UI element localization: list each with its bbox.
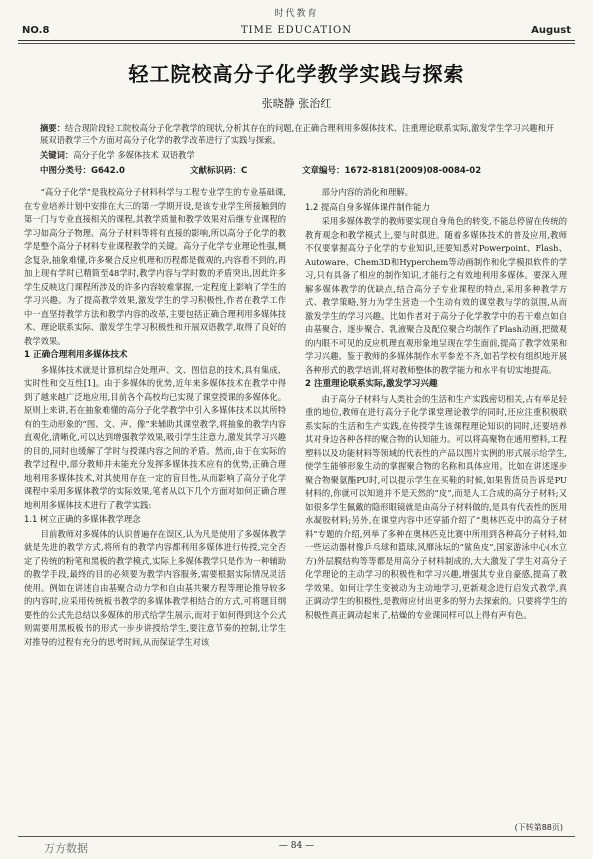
abstract	[40, 122, 560, 146]
continued-note: (下转第88页)	[514, 823, 563, 832]
section-heading: 1.2 提高自身多媒体课件制作能力	[305, 201, 430, 212]
body-paragraph: 多媒体技术就是计算机综合处理声、文、图信息的技术,具有集成、实时性和交互性[1]。由于多媒体的优势,近年来多媒体技术在教学中得到了越来越广泛地应用,目前各个高校均已实现了课堂授课的多媒体化。原则上来讲,若在抽象难懂的高分子化学教学中引入多媒体技术以其所特有的生动形象的“图、文、声、像”来辅助其课堂教学,将抽象的教学内容直观化,清晰化,可以达到增强教学效果,吸引学生注意力,激发其学习兴趣的目的,同时也缓解了学时与授课内容之间的矛盾。然而,由于在实际的教学过程中,部分教师并未能充分发挥多媒体技术应有的优势,正确合理地利用多媒体技术,对其使用存在一定的盲目性,从而影响了高分子化学课程中采用多媒体教学的实际效果,笔者从以下几个方面对如何正确合理地利用多媒体技术进行了教学实践:	[24, 364, 286, 510]
watermark: 万方数据	[44, 842, 88, 855]
section-heading: 1 正确合理利用多媒体技术	[24, 350, 128, 360]
keywords	[40, 149, 560, 161]
footer-rule	[18, 836, 575, 837]
abstract-text: 结合现阶段轻工院校高分子化学教学的现状,分析其存在的问题,在正确合理利用多媒体技术、注重理论联系实际,激发学生学习兴趣和开展双语教学三个方面对高分子化学的教学改革进行了实践与探索。	[40, 123, 555, 145]
body-paragraph: 部分内容的消化和理解。	[321, 187, 413, 197]
issue-number: NO.8	[22, 25, 50, 36]
left-column	[24, 186, 286, 649]
body-paragraph: 目前教师对多媒体的认识普遍存在误区,认为凡是使用了多媒体教学就是先进的教学方式,将所有的教学内容都利用多媒体进行传授,完全否定了传统的粉笔和黑板的教学模式,实际上多媒体教学只是作为一种辅助的教学手段,最终的目的必须要为教学内容服务,需要根据实际情况灵活使用。例如在讲述自由基聚合动力学和自由基共聚方程等理论推导较多的内容时,应采用传统板书教学的多媒体教学相结合的方式,可将题目纲要性的公式先总结以多媒体的形式给学生展示,而对于如何得到这个公式则需要用黑板板书的形式一步步讲授给学生,要注意节奏的控制,让学生对推导的过程有充分的思考时间,从而保证学生对该	[24, 528, 286, 647]
header-rule-thin	[18, 43, 575, 44]
body-paragraph: “高分子化学”是我校高分子材料科学与工程专业学生的专业基础课,在专业培养计划中安排在大三的第一学期开设,是该专业学生所接触到的第一门与专业直接相关的课程,其教学质量和教学效果对后继专业课程的学习如高分子物理、高分子材料等将有直接的影响,所以高分子化学的教学是整个高分子材料专业课程教学的关键。高分子化学专业理论性强,概念复杂,抽象难懂,许多聚合反应机理和历程都是微观的,内容看不到的,再加上现有学时已精简至48学时,教学内容与学时数的矛盾突出,因此许多学生反映这门课程所涉及的许多内容较难掌握,一定程度上影响了学生的学习兴趣。为了提高教学效果,激发学生的学习积极性,作者在教学工作中一直坚持教学方法和教学内容的改革,主要包括正确合理利用多媒体技术、理论联系实际、激发学生学习积极性和开展双语教学,取得了良好的教学效果。	[24, 187, 286, 346]
issue-month: August	[531, 25, 571, 36]
article-authors: 张晓静 张治红	[261, 97, 332, 110]
document-code: 文献标识码：C	[190, 166, 248, 176]
page-number: — 84 —	[278, 841, 315, 851]
section-heading: 2 注重理论联系实际,激发学习兴趣	[305, 379, 438, 389]
keywords-label: 关键词：	[40, 150, 74, 160]
article-title: 轻工院校高分子化学教学实践与探索	[128, 62, 465, 86]
journal-name-en: TIME EDUCATION	[241, 25, 352, 36]
header-rule	[18, 40, 575, 41]
article-number: 文章编号：1672-8181(2009)08-0084-02	[302, 166, 482, 176]
journal-name-cn: 时代教育	[274, 9, 319, 19]
body-paragraph: 采用多媒体教学的教师要实现自身角色的转变,不能总停留在传统的教育观念和教学模式上,要与时俱进。随着多媒体技术的普及应用,教师不仅要掌握高分子化学的专业知识,还要知悉对Powerpoint、Flash、Autoware、Chem3D和Hyperchem等动画制作和化学模拟软件的学习,只有具备了相应的制作知识,才能行之有效地利用多媒体。要深入理解多媒体教学的优缺点,结合高分子专业课程的特点,采用多种教学方式、教学策略,努力为学生营造一个生动有效的课堂教与学的氛围,从而激发学生的学习兴趣。比如作者对于高分子化学教学中的若干难点如自由基聚合、逐步聚合、乳液聚合及配位聚合均制作了Flash动画,把微观的内眼不可见的反应机理直观形象地呈现在学生面前,提高了教学效果和学习兴趣。鉴于教师的多媒体制作水平参差不齐,如若学校有组织地开展各种形式的教学培训,将对教师整体的教学能力和水平有切实地提高。	[305, 216, 567, 375]
body-paragraph: 由于高分子材料与人类社会的生活和生产实践密切相关,占有举足轻重的地位,教师在进行高分子化学课堂理论教学的同时,还应注重积极联系实际的生活和生产实践,在传授学生该课程理论知识的同时,还要培养其对身边各种各样的聚合物的认知能力。可以将高聚物在通用塑料,工程塑料以及功能材料等领域的代表性的产品以图片实例的形式展示给学生,使学生能够形象生动的掌握聚合物的名称和具体应用。比如在讲述逐步聚合物聚氨酯PU时,可以提示学生在买鞋的时候,如果售货员告诉是PU材料的,你就可以知道并不是天然的“皮”,而是人工合成的高分子材料;又如很多学生佩戴的隐形眼镜就是由高分子材料做的,是具有代表性的医用水凝胶材料;另外,在课堂内容中还穿插介绍了“奥林匹克中的高分子材料”专题的介绍,列举了多种在奥林匹克比赛中所用到各种高分子材料,如一些运动器材像乒乓球和篮球,风靡泳坛的“鲨鱼皮”,国家游泳中心(水立方)外层膜结构等等都是用高分子材料制成的,大大激发了学生对高分子化学理论的主动学习的积极性和学习兴趣,增强其专业自豪感,提高了教学效果。如何让学生变被动为主动地学习,更新观念进行启发式教学,真正调动学生的积极性,是教师应付出更多的努力去探索的。只要将学生的积极性真正调动起来了,枯燥的专业课同样可以上得有声有色。	[305, 393, 567, 620]
keywords-text: 高分子化学 多媒体技术 双语教学	[73, 150, 195, 160]
clc-number: 中图分类号：G642.0	[40, 166, 125, 176]
abstract-label: 摘要：	[40, 123, 65, 133]
section-heading: 1.1 树立正确的多媒体教学理念	[24, 514, 141, 524]
right-column	[305, 186, 567, 622]
